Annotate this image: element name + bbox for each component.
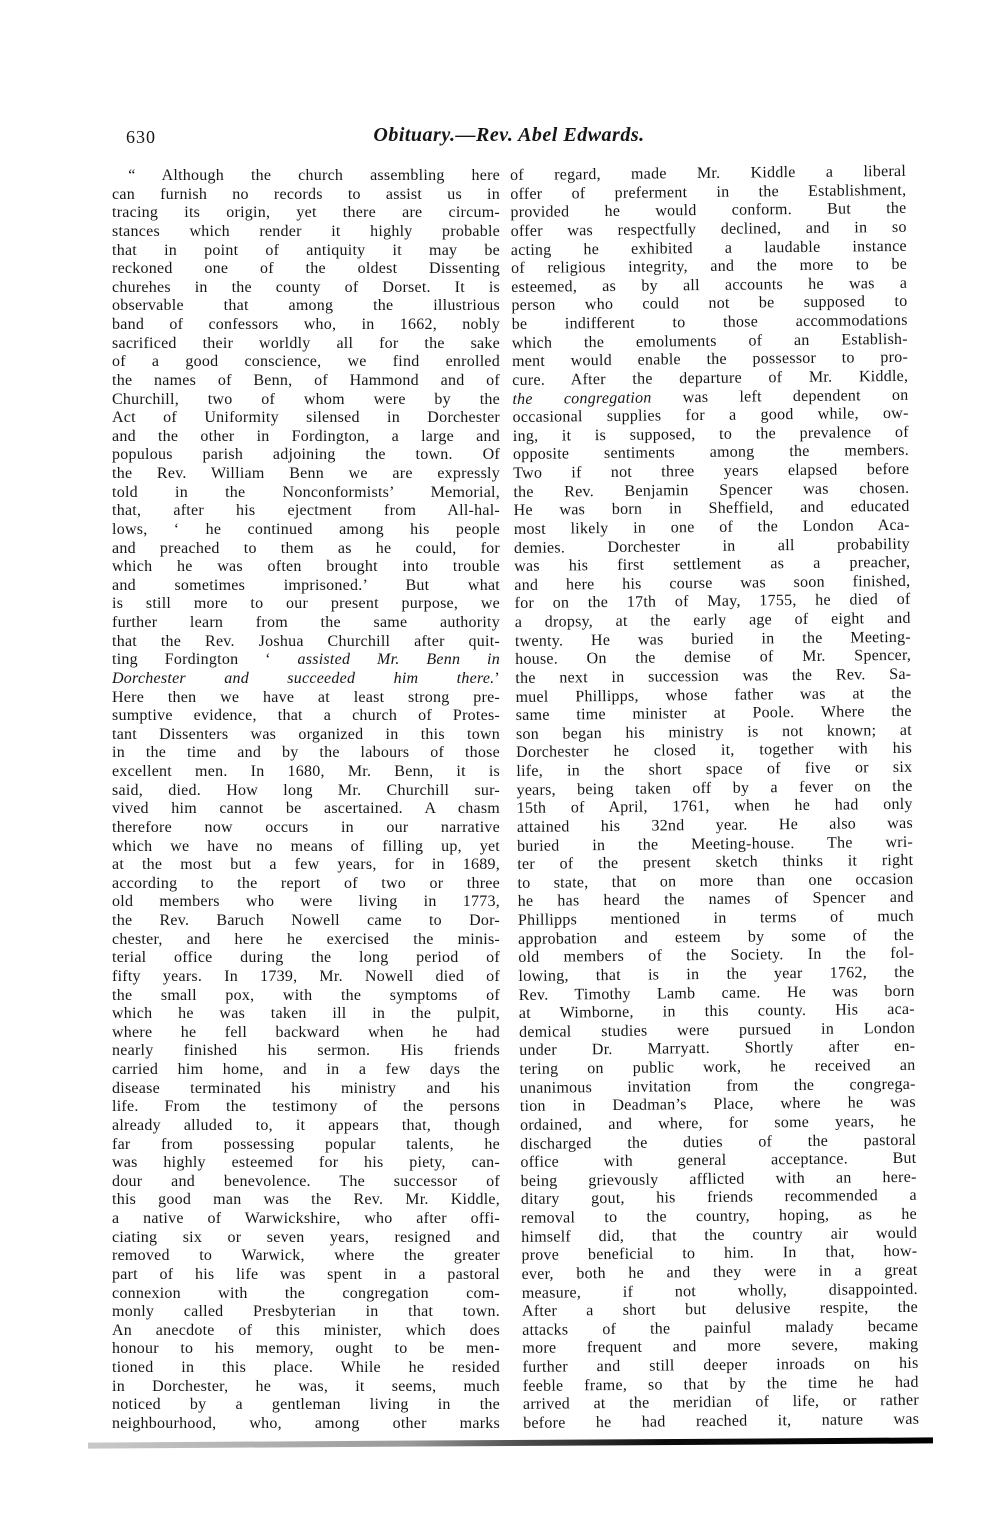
text-line: office with general acceptance. But [520, 1149, 917, 1172]
text-line: where he fell backward when he had [112, 1023, 500, 1041]
text-line: connexion with the congregation com- [112, 1284, 500, 1302]
text-line: part of his life was spent in a pastoral [112, 1265, 500, 1283]
text-line: sacrificed their worldly all for the sake [112, 334, 500, 352]
text-line: tant Dissenters was organized in this town [112, 725, 500, 743]
text-line: years, being taken off by a fever on the [516, 777, 913, 799]
text-line: a dropsy, at the early age of eight and [514, 609, 911, 631]
text-line: same time minister at Poole. Where the [515, 702, 912, 725]
text-line: which the emoluments of an Establish- [511, 330, 908, 352]
text-line: observable that among the illustrious [112, 297, 500, 315]
text-line: lows, ‘ he continued among his people [112, 520, 500, 538]
text-line: tion in Deadman’s Place, where he was [519, 1094, 916, 1116]
text-line: noticed by a gentleman living in the [112, 1396, 500, 1414]
text-line: told in the Nonconformists’ Memorial, [112, 483, 500, 501]
text-line: is still more to our present purpose, we [112, 595, 500, 613]
text-line: acting he exhibited a laudable instance [510, 237, 907, 259]
text-line: attacks of the painful malady became [522, 1317, 919, 1339]
text-line: the congregation was left dependent on [512, 386, 909, 408]
text-line: and the other in Fordington, a large and [112, 427, 500, 445]
text-line: arrived at the meridian of life, or rather [522, 1392, 920, 1414]
text-line: measure, if not wholly, disappointed. [521, 1280, 918, 1302]
text-line: and here his course was soon finished, [514, 572, 911, 594]
text-line: that, after his ejectment from All-hal- [112, 502, 500, 520]
text-line: neighbourhood, who, among other marks [112, 1414, 500, 1432]
text-line: prove beneficial to him. In that, how- [521, 1243, 918, 1265]
text-line: opposite sentiments among the members. [512, 442, 910, 464]
text-line: already alluded to, it appears that, though [112, 1116, 500, 1134]
text-line: twenty. He was buried in the Meeting- [514, 628, 912, 650]
text-line: in the time and by the labours of those [112, 744, 500, 762]
text-line: tracing its origin, yet there are circum- [112, 204, 500, 222]
text-line: stances which render it highly probable [112, 222, 500, 240]
text-line: ment would enable the possessor to pro- [511, 349, 909, 371]
text-line: populous parish adjoining the town. Of [112, 446, 500, 464]
text-line: further and still deeper inroads on his [522, 1354, 919, 1376]
text-line: ordained, and where, for some years, he [519, 1112, 917, 1134]
text-line: ever, both he and they were in a great [521, 1261, 918, 1283]
text-line: the small pox, with the symptoms of [112, 986, 500, 1004]
text-line: of religious integrity, and the more to be [510, 255, 908, 278]
text-line: attained his 32nd year. He also was [516, 814, 913, 836]
text-line: can furnish no records to assist us in [112, 185, 500, 203]
text-line: he has heard the names of Spencer and [517, 889, 914, 911]
text-line: churehes in the county of Dorset. It is [112, 278, 500, 296]
right-text-column [510, 163, 919, 1434]
text-line: under Dr. Marryatt. Shortly after en- [519, 1038, 916, 1060]
text-line: demies. Dorchester in all probability [513, 535, 911, 557]
text-line: this good man was the Rev. Mr. Kiddle, [112, 1191, 500, 1209]
text-line: for on the 17th of May, 1755, he died of [514, 591, 911, 613]
text-line: before he had reached it, nature was [523, 1410, 920, 1432]
text-line: carried him home, and in a few days the [112, 1061, 500, 1078]
text-line: the Rev. Benjamin Spencer was chosen. [513, 479, 910, 501]
text-line: terial office during the long period of [112, 949, 500, 967]
text-line: fifty years. In 1739, Mr. Nowell died of [112, 967, 500, 985]
page-number: 630 [126, 127, 156, 147]
text-line: old members who were living in 1773, [112, 893, 500, 911]
text-line: unanimous invitation from the congrega- [519, 1075, 916, 1097]
text-line: at the most but a few years, for in 1689, [112, 856, 500, 874]
text-line: muel Phillipps, whose father was at the [515, 684, 912, 706]
text-line: most likely in one of the London Aca- [513, 516, 910, 538]
text-line: An anecdote of this minister, which does [112, 1321, 500, 1339]
text-line: approbation and esteem by some of the [517, 926, 915, 948]
text-line: said, died. How long Mr. Churchill sur- [112, 781, 500, 799]
text-line: monly called Presbyterian in that town. [112, 1303, 500, 1321]
text-line: ting Fordington ‘ assisted Mr. Benn in [112, 651, 500, 669]
page-title: Obituary.—Rev. Abel Edwards. [373, 124, 645, 146]
text-line: occasional supplies for a good while, ow- [512, 404, 909, 427]
text-line: feeble frame, so that by the time he had [522, 1373, 919, 1395]
text-line: which we have no means of filling up, yet [112, 837, 500, 855]
text-line: After a short but delusive respite, the [521, 1298, 919, 1321]
text-line: 15th of April, 1761, when he had only [516, 796, 913, 818]
text-line: Dorchester and succeeded him there.’ [112, 669, 500, 687]
text-line: Phillipps mentioned in terms of much [517, 907, 914, 929]
text-line: Two if not three years elapsed before [513, 460, 910, 482]
text-line: tioned in this place. While he resided [112, 1359, 500, 1376]
text-line: offer of preferment in the Establishment, [510, 181, 907, 203]
text-line: nearly finished his sermon. His friends [112, 1042, 500, 1060]
text-line: of regard, made Mr. Kiddle a liberal [510, 162, 907, 184]
text-line: which he was taken ill in the pulpit, [112, 1005, 500, 1023]
text-line: lowing, that is in the year 1762, the [518, 963, 915, 985]
text-line: life. From the testimony of the persons [112, 1098, 500, 1116]
text-line: being grievously afflicted with an here- [520, 1168, 917, 1190]
text-line: to state, that on more than one occasion [517, 870, 914, 892]
text-line: further learn from the same authority [112, 614, 500, 631]
text-line: offer was respectfully declined, and in so [510, 218, 907, 240]
text-line: demical studies were pursued in London [518, 1019, 916, 1041]
text-line: be indifferent to those accommodations [511, 311, 908, 333]
text-line: vived him cannot be ascertained. A chasm [112, 800, 500, 818]
text-line: house. On the demise of Mr. Spencer, [515, 647, 912, 669]
text-line: reckoned one of the oldest Dissenting [112, 260, 500, 278]
text-line: the Rev. Baruch Nowell came to Dor- [112, 912, 500, 929]
text-line: honour to his memory, ought to be men- [112, 1340, 500, 1358]
page-bottom-rule [88, 1437, 933, 1448]
text-line: which he was often brought into trouble [112, 558, 500, 576]
text-line: the next in succession was the Rev. Sa- [515, 665, 912, 687]
text-line: the Rev. William Benn we are expressly [112, 465, 500, 482]
text-line: himself did, that the country air would [521, 1224, 918, 1246]
left-text-column [112, 167, 500, 1434]
text-line: sumptive evidence, that a church of Protes- [112, 707, 500, 725]
text-line: therefore now occurs in our narrative [112, 818, 500, 836]
page-header [112, 124, 906, 152]
text-columns [112, 162, 920, 1434]
text-line: “ Although the church assembling here [112, 167, 500, 184]
text-line: ing, it is supposed, to the prevalence of [512, 423, 909, 445]
text-line: that in point of antiquity it may be [112, 241, 500, 259]
text-line: He was born in Sheffield, and educated [513, 498, 910, 520]
text-line: removed to Warwick, where the greater [112, 1247, 500, 1265]
text-line: life, in the short space of five or six [516, 758, 913, 780]
text-line: ter of the present sketch thinks it right [517, 851, 914, 874]
text-line: esteemed, as by all accounts he was a [511, 274, 908, 296]
text-line: ditary gout, his friends recommended a [520, 1187, 917, 1209]
text-line: that the Rev. Joshua Churchill after quit- [112, 632, 500, 650]
text-line: cure. After the departure of Mr. Kiddle, [512, 367, 909, 389]
text-line: discharged the duties of the pastoral [520, 1131, 917, 1153]
text-line: tering on public work, he received an [519, 1056, 916, 1078]
text-line: removal to the country, hoping, as he [520, 1205, 918, 1227]
text-line: Here then we have at least strong pre- [112, 688, 500, 706]
text-line: provided he would conform. But the [510, 200, 907, 222]
text-line: band of confessors who, in 1662, nobly [112, 316, 500, 333]
text-line: in Dorchester, he was, it seems, much [112, 1377, 500, 1395]
text-line: disease terminated his ministry and his [112, 1079, 500, 1097]
text-line: ciating six or seven years, resigned and [112, 1228, 500, 1246]
text-line: son began his ministry is not known; at [515, 721, 913, 743]
text-line: person who could not be supposed to [511, 293, 908, 315]
text-line: Act of Uniformity silensed in Dorchester [112, 409, 500, 427]
text-line: far from possessing popular talents, he [112, 1135, 500, 1153]
text-line: at Wimborne, in this county. His aca- [518, 1000, 915, 1023]
text-line: chester, and here he exercised the minis- [112, 930, 500, 948]
text-line: excellent men. In 1680, Mr. Benn, it is [112, 763, 500, 780]
text-line: and sometimes imprisoned.’ But what [112, 576, 500, 594]
text-line: Dorchester he closed it, together with his [516, 740, 913, 762]
text-line: dour and benevolence. The successor of [112, 1172, 500, 1190]
text-line: a native of Warwickshire, who after offi- [112, 1210, 500, 1227]
text-line: was his first settlement as a preacher, [514, 553, 911, 576]
text-line: and preached to them as he could, for [112, 539, 500, 557]
text-line: the names of Benn, of Hammond and of [112, 371, 500, 389]
text-line: old members of the Society. In the fol- [518, 945, 915, 967]
text-line: according to the report of two or three [112, 874, 500, 892]
text-line: of a good conscience, we find enrolled [112, 353, 500, 371]
text-line: buried in the Meeting-house. The wri- [517, 833, 914, 855]
text-line: was highly esteemed for his piety, can- [112, 1154, 500, 1172]
text-line: Churchill, two of whom were by the [112, 390, 500, 408]
text-line: Rev. Timothy Lamb came. He was born [518, 982, 915, 1004]
text-line: more frequent and more severe, making [522, 1336, 919, 1358]
